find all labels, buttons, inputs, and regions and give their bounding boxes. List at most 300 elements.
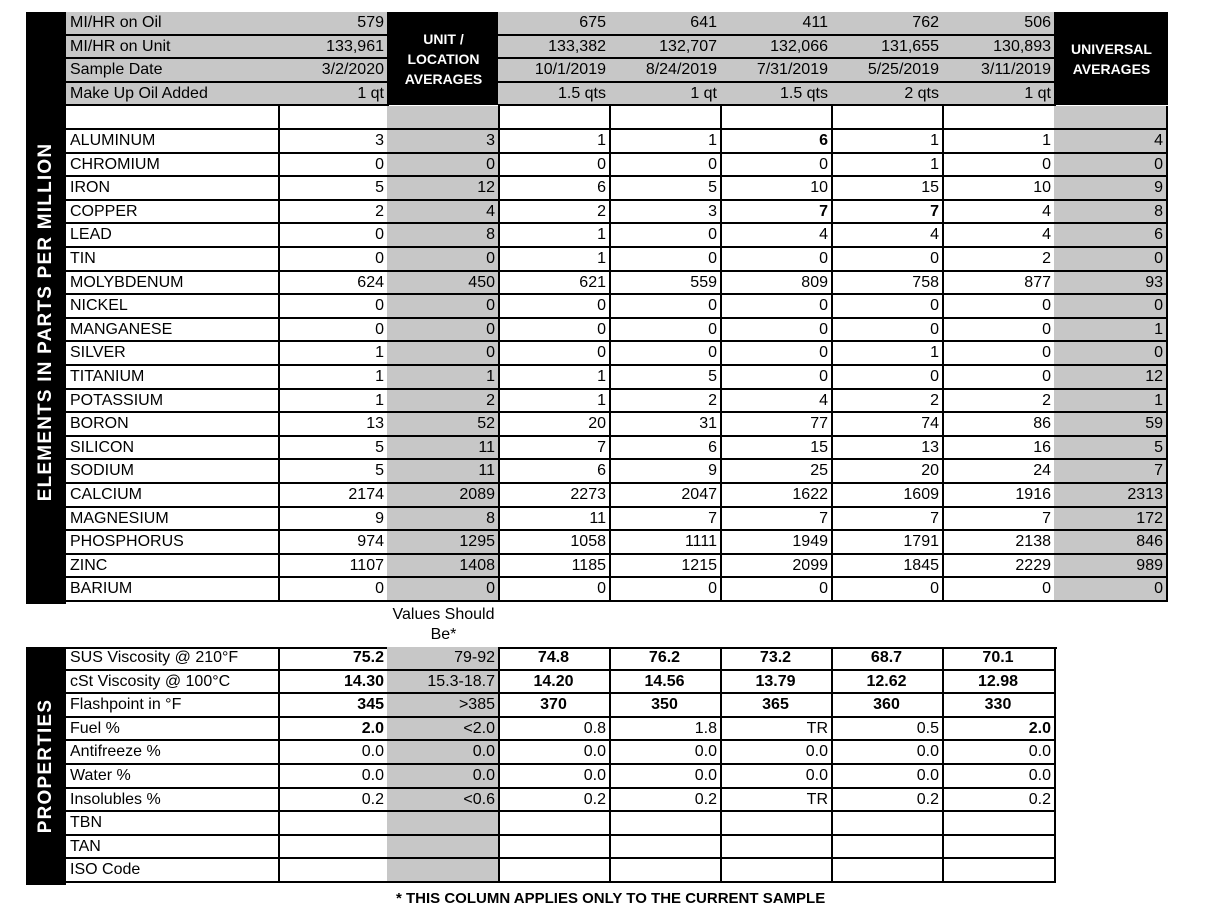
header-history-value: 3/11/2019	[942, 59, 1056, 83]
element-unit-average: 1408	[387, 555, 500, 579]
property-current-value: 2.0	[278, 718, 389, 742]
element-history-value: 0	[720, 248, 833, 272]
element-history-value: 74	[831, 413, 944, 437]
element-history-value: 0	[498, 319, 611, 343]
property-name: Insolubles %	[66, 789, 280, 813]
property-history-value: 0.0	[831, 765, 944, 789]
property-current-value	[278, 859, 389, 883]
element-history-value: 24	[942, 460, 1056, 484]
header-history-value: 1 qt	[942, 83, 1056, 107]
element-history-value: 0	[942, 319, 1056, 343]
element-current-value: 1107	[278, 555, 389, 579]
element-name: ALUMINUM	[66, 130, 280, 154]
element-history-value: 0	[609, 295, 722, 319]
element-universal-average: 5	[1054, 437, 1168, 461]
element-unit-average: 1	[387, 366, 500, 390]
property-current-value: 345	[278, 694, 389, 718]
property-history-value	[720, 812, 833, 836]
element-universal-average: 0	[1054, 154, 1168, 178]
element-name: IRON	[66, 177, 280, 201]
element-history-value: 0	[942, 342, 1056, 366]
element-name: MAGNESIUM	[66, 508, 280, 532]
element-current-value: 0	[278, 154, 389, 178]
header-history-value: 8/24/2019	[609, 59, 722, 83]
element-universal-average: 7	[1054, 460, 1168, 484]
property-name: SUS Viscosity @ 210°F	[66, 647, 280, 671]
property-name: Antifreeze %	[66, 741, 280, 765]
element-history-value: 77	[720, 413, 833, 437]
element-history-value: 6	[609, 437, 722, 461]
element-history-value: 0	[609, 224, 722, 248]
property-history-value: TR	[720, 718, 833, 742]
header-current-value: 3/2/2020	[278, 59, 389, 83]
property-history-value	[609, 812, 722, 836]
element-history-value: 25	[720, 460, 833, 484]
element-universal-average: 0	[1054, 248, 1168, 272]
element-history-value: 1111	[609, 531, 722, 555]
property-history-value: 68.7	[831, 647, 944, 671]
header-history-value: 675	[498, 12, 611, 36]
element-history-value: 2099	[720, 555, 833, 579]
element-history-value: 15	[720, 437, 833, 461]
property-should-be: 79-92	[387, 647, 500, 671]
header-current-value: 1 qt	[278, 83, 389, 107]
property-history-value	[609, 859, 722, 883]
element-history-value: 7	[831, 201, 944, 225]
element-history-value: 9	[609, 460, 722, 484]
element-current-value: 9	[278, 508, 389, 532]
element-name: MANGANESE	[66, 319, 280, 343]
element-history-value: 0	[609, 342, 722, 366]
element-history-value: 1	[498, 248, 611, 272]
element-universal-average: 0	[1054, 342, 1168, 366]
property-should-be: 15.3-18.7	[387, 671, 500, 695]
element-history-value: 0	[498, 295, 611, 319]
spacer-cell	[278, 106, 389, 130]
property-history-value	[942, 859, 1056, 883]
header-history-value: 2 qts	[831, 83, 944, 107]
property-history-value: 0.8	[498, 718, 611, 742]
element-history-value: 4	[942, 201, 1056, 225]
element-name: COPPER	[66, 201, 280, 225]
header-row-label: Make Up Oil Added	[66, 83, 280, 107]
property-history-value	[831, 836, 944, 860]
property-history-value: 14.20	[498, 671, 611, 695]
element-history-value: 1	[831, 130, 944, 154]
element-universal-average: 4	[1054, 130, 1168, 154]
properties-side-band	[26, 647, 66, 885]
header-row-label: MI/HR on Oil	[66, 12, 280, 36]
element-current-value: 2	[278, 201, 389, 225]
property-history-value	[498, 859, 611, 883]
element-history-value: 0	[498, 154, 611, 178]
element-universal-average: 1	[1054, 319, 1168, 343]
element-history-value: 0	[720, 366, 833, 390]
element-unit-average: 450	[387, 272, 500, 296]
property-history-value: 13.79	[720, 671, 833, 695]
property-current-value	[278, 812, 389, 836]
element-history-value: 5	[609, 177, 722, 201]
element-history-value: 1	[831, 154, 944, 178]
element-history-value: 0	[942, 578, 1056, 602]
property-name: Flashpoint in °F	[66, 694, 280, 718]
element-history-value: 0	[720, 578, 833, 602]
property-history-value: 330	[942, 694, 1056, 718]
element-name: CALCIUM	[66, 484, 280, 508]
header-history-value: 762	[831, 12, 944, 36]
property-history-value: 0.2	[609, 789, 722, 813]
element-history-value: 2	[498, 201, 611, 225]
elements-side-band	[26, 12, 66, 604]
element-current-value: 0	[278, 248, 389, 272]
property-history-value: 365	[720, 694, 833, 718]
property-current-value: 0.0	[278, 741, 389, 765]
element-name: SODIUM	[66, 460, 280, 484]
element-history-value: 2047	[609, 484, 722, 508]
property-history-value: 1.8	[609, 718, 722, 742]
property-history-value: 0.0	[609, 765, 722, 789]
element-history-value: 4	[942, 224, 1056, 248]
element-universal-average: 172	[1054, 508, 1168, 532]
element-history-value: 1	[498, 130, 611, 154]
header-current-value: 579	[278, 12, 389, 36]
property-should-be: <2.0	[387, 718, 500, 742]
element-history-value: 0	[942, 366, 1056, 390]
property-history-value: 0.2	[498, 789, 611, 813]
header-history-value: 7/31/2019	[720, 59, 833, 83]
property-should-be: <0.6	[387, 789, 500, 813]
spacer-cell	[1054, 106, 1168, 130]
property-history-value: 12.98	[942, 671, 1056, 695]
header-history-value: 131,655	[831, 36, 944, 60]
values-should-be-note: Values Should Be*	[392, 606, 495, 643]
elements-side-label: ELEMENTS IN PARTS PER MILLION	[35, 142, 56, 502]
element-history-value: 559	[609, 272, 722, 296]
spacer-cell	[720, 106, 833, 130]
element-history-value: 5	[609, 366, 722, 390]
property-history-value	[609, 836, 722, 860]
element-unit-average: 0	[387, 248, 500, 272]
property-history-value: 70.1	[942, 647, 1056, 671]
element-history-value: 7	[831, 508, 944, 532]
property-history-value: 350	[609, 694, 722, 718]
property-history-value: 76.2	[609, 647, 722, 671]
header-history-value: 132,707	[609, 36, 722, 60]
property-history-value: 0.0	[498, 765, 611, 789]
element-history-value: 1845	[831, 555, 944, 579]
element-history-value: 11	[498, 508, 611, 532]
element-unit-average: 8	[387, 224, 500, 248]
element-history-value: 86	[942, 413, 1056, 437]
property-history-value: 370	[498, 694, 611, 718]
element-unit-average: 8	[387, 508, 500, 532]
element-name: ZINC	[66, 555, 280, 579]
element-history-value: 1	[498, 366, 611, 390]
property-history-value	[831, 859, 944, 883]
element-name: TIN	[66, 248, 280, 272]
element-history-value: 1215	[609, 555, 722, 579]
element-universal-average: 989	[1054, 555, 1168, 579]
element-history-value: 4	[831, 224, 944, 248]
element-history-value: 0	[609, 578, 722, 602]
element-name: SILVER	[66, 342, 280, 366]
property-history-value	[498, 836, 611, 860]
property-history-value: 2.0	[942, 718, 1056, 742]
element-universal-average: 8	[1054, 201, 1168, 225]
property-history-value: 0.0	[498, 741, 611, 765]
element-current-value: 1	[278, 390, 389, 414]
element-history-value: 6	[720, 130, 833, 154]
property-history-value: 0.0	[942, 741, 1056, 765]
element-current-value: 1	[278, 342, 389, 366]
element-current-value: 0	[278, 319, 389, 343]
element-history-value: 10	[942, 177, 1056, 201]
header-history-value: 506	[942, 12, 1056, 36]
element-current-value: 974	[278, 531, 389, 555]
element-history-value: 1058	[498, 531, 611, 555]
element-history-value: 0	[831, 295, 944, 319]
header-history-value: 1.5 qts	[720, 83, 833, 107]
header-history-value: 641	[609, 12, 722, 36]
element-history-value: 7	[720, 201, 833, 225]
element-name: BARIUM	[66, 578, 280, 602]
element-history-value: 7	[720, 508, 833, 532]
element-unit-average: 0	[387, 295, 500, 319]
property-name: ISO Code	[66, 859, 280, 883]
element-history-value: 13	[831, 437, 944, 461]
element-unit-average: 4	[387, 201, 500, 225]
element-history-value: 0	[942, 154, 1056, 178]
property-should-be: >385	[387, 694, 500, 718]
element-current-value: 2174	[278, 484, 389, 508]
element-history-value: 1916	[942, 484, 1056, 508]
element-name: CHROMIUM	[66, 154, 280, 178]
property-history-value	[498, 812, 611, 836]
element-current-value: 0	[278, 295, 389, 319]
element-history-value: 1	[609, 130, 722, 154]
property-history-value: 0.0	[720, 741, 833, 765]
element-history-value: 1	[498, 224, 611, 248]
header-history-value: 130,893	[942, 36, 1056, 60]
element-name: LEAD	[66, 224, 280, 248]
element-name: PHOSPHORUS	[66, 531, 280, 555]
header-history-value: 132,066	[720, 36, 833, 60]
element-history-value: 16	[942, 437, 1056, 461]
element-history-value: 2	[942, 390, 1056, 414]
property-history-value: 0.0	[942, 765, 1056, 789]
spacer-cell	[942, 106, 1056, 130]
element-history-value: 20	[498, 413, 611, 437]
property-history-value: 0.5	[831, 718, 944, 742]
property-history-value: 0.0	[831, 741, 944, 765]
element-unit-average: 0	[387, 342, 500, 366]
element-universal-average: 93	[1054, 272, 1168, 296]
element-current-value: 1	[278, 366, 389, 390]
property-history-value: 12.62	[831, 671, 944, 695]
property-history-value	[942, 812, 1056, 836]
spacer-cell	[609, 106, 722, 130]
element-current-value: 3	[278, 130, 389, 154]
element-universal-average: 6	[1054, 224, 1168, 248]
element-universal-average: 0	[1054, 578, 1168, 602]
property-history-value: 360	[831, 694, 944, 718]
header-history-value: 5/25/2019	[831, 59, 944, 83]
property-history-value	[831, 812, 944, 836]
element-universal-average: 2313	[1054, 484, 1168, 508]
header-history-value: 133,382	[498, 36, 611, 60]
element-unit-average: 2	[387, 390, 500, 414]
header-history-value: 10/1/2019	[498, 59, 611, 83]
element-universal-average: 59	[1054, 413, 1168, 437]
element-history-value: 809	[720, 272, 833, 296]
spacer-cell	[66, 106, 280, 130]
element-unit-average: 0	[387, 319, 500, 343]
property-history-value: 0.2	[831, 789, 944, 813]
element-name: POTASSIUM	[66, 390, 280, 414]
spacer-cell	[498, 106, 611, 130]
element-history-value: 7	[942, 508, 1056, 532]
element-history-value: 0	[720, 154, 833, 178]
element-universal-average: 12	[1054, 366, 1168, 390]
element-history-value: 0	[498, 578, 611, 602]
element-name: SILICON	[66, 437, 280, 461]
header-row-label: Sample Date	[66, 59, 280, 83]
property-should-be	[387, 859, 500, 883]
property-history-value: 14.56	[609, 671, 722, 695]
element-unit-average: 12	[387, 177, 500, 201]
element-history-value: 0	[720, 295, 833, 319]
unit-location-averages-header: UNIT / LOCATION AVERAGES	[388, 12, 499, 105]
element-history-value: 1	[498, 390, 611, 414]
element-current-value: 5	[278, 177, 389, 201]
element-history-value: 1	[942, 130, 1056, 154]
element-history-value: 0	[942, 295, 1056, 319]
element-current-value: 0	[278, 578, 389, 602]
property-current-value: 75.2	[278, 647, 389, 671]
property-name: cSt Viscosity @ 100°C	[66, 671, 280, 695]
element-history-value: 10	[720, 177, 833, 201]
element-history-value: 2	[609, 390, 722, 414]
element-history-value: 0	[720, 342, 833, 366]
element-universal-average: 846	[1054, 531, 1168, 555]
element-current-value: 5	[278, 460, 389, 484]
element-name: BORON	[66, 413, 280, 437]
element-history-value: 3	[609, 201, 722, 225]
header-history-value: 1 qt	[609, 83, 722, 107]
property-current-value	[278, 836, 389, 860]
element-history-value: 621	[498, 272, 611, 296]
element-unit-average: 2089	[387, 484, 500, 508]
header-row-label: MI/HR on Unit	[66, 36, 280, 60]
element-name: MOLYBDENUM	[66, 272, 280, 296]
element-history-value: 4	[720, 224, 833, 248]
element-history-value: 0	[720, 319, 833, 343]
element-current-value: 0	[278, 224, 389, 248]
element-unit-average: 0	[387, 154, 500, 178]
element-history-value: 2138	[942, 531, 1056, 555]
property-history-value: 0.2	[942, 789, 1056, 813]
property-history-value	[720, 859, 833, 883]
element-history-value: 4	[720, 390, 833, 414]
property-history-value	[942, 836, 1056, 860]
element-history-value: 1622	[720, 484, 833, 508]
header-history-value: 411	[720, 12, 833, 36]
property-history-value: 73.2	[720, 647, 833, 671]
element-history-value: 2273	[498, 484, 611, 508]
element-history-value: 1949	[720, 531, 833, 555]
property-should-be: 0.0	[387, 741, 500, 765]
element-unit-average: 11	[387, 460, 500, 484]
element-history-value: 0	[831, 248, 944, 272]
element-history-value: 1791	[831, 531, 944, 555]
element-current-value: 5	[278, 437, 389, 461]
element-history-value: 758	[831, 272, 944, 296]
element-history-value: 877	[942, 272, 1056, 296]
header-history-value: 1.5 qts	[498, 83, 611, 107]
property-should-be	[387, 812, 500, 836]
spacer-cell	[831, 106, 944, 130]
property-name: Water %	[66, 765, 280, 789]
property-name: TAN	[66, 836, 280, 860]
element-name: TITANIUM	[66, 366, 280, 390]
element-history-value: 6	[498, 460, 611, 484]
property-name: Fuel %	[66, 718, 280, 742]
element-history-value: 31	[609, 413, 722, 437]
element-universal-average: 0	[1054, 295, 1168, 319]
element-history-value: 1185	[498, 555, 611, 579]
property-history-value: 74.8	[498, 647, 611, 671]
property-current-value: 0.2	[278, 789, 389, 813]
element-history-value: 0	[831, 366, 944, 390]
element-unit-average: 1295	[387, 531, 500, 555]
property-should-be: 0.0	[387, 765, 500, 789]
header-current-value: 133,961	[278, 36, 389, 60]
element-unit-average: 52	[387, 413, 500, 437]
property-history-value: TR	[720, 789, 833, 813]
element-history-value: 6	[498, 177, 611, 201]
element-history-value: 0	[609, 248, 722, 272]
element-history-value: 1	[831, 342, 944, 366]
element-history-value: 15	[831, 177, 944, 201]
element-history-value: 0	[609, 154, 722, 178]
property-name: TBN	[66, 812, 280, 836]
element-universal-average: 9	[1054, 177, 1168, 201]
element-unit-average: 11	[387, 437, 500, 461]
property-current-value: 0.0	[278, 765, 389, 789]
property-history-value: 0.0	[720, 765, 833, 789]
element-history-value: 7	[609, 508, 722, 532]
property-history-value: 0.0	[609, 741, 722, 765]
element-history-value: 0	[609, 319, 722, 343]
spacer-cell	[387, 106, 500, 130]
element-current-value: 624	[278, 272, 389, 296]
element-history-value: 20	[831, 460, 944, 484]
element-history-value: 0	[831, 578, 944, 602]
property-history-value	[720, 836, 833, 860]
element-unit-average: 3	[387, 130, 500, 154]
footnote: * THIS COLUMN APPLIES ONLY TO THE CURRENT SAMPLE	[396, 890, 826, 907]
property-should-be	[387, 836, 500, 860]
element-history-value: 1609	[831, 484, 944, 508]
properties-side-label: PROPERTIES	[35, 698, 56, 834]
element-name: NICKEL	[66, 295, 280, 319]
element-history-value: 2229	[942, 555, 1056, 579]
element-history-value: 2	[831, 390, 944, 414]
universal-averages-header: UNIVERSAL AVERAGES	[1055, 12, 1168, 105]
element-history-value: 7	[498, 437, 611, 461]
element-universal-average: 1	[1054, 390, 1168, 414]
element-history-value: 0	[498, 342, 611, 366]
